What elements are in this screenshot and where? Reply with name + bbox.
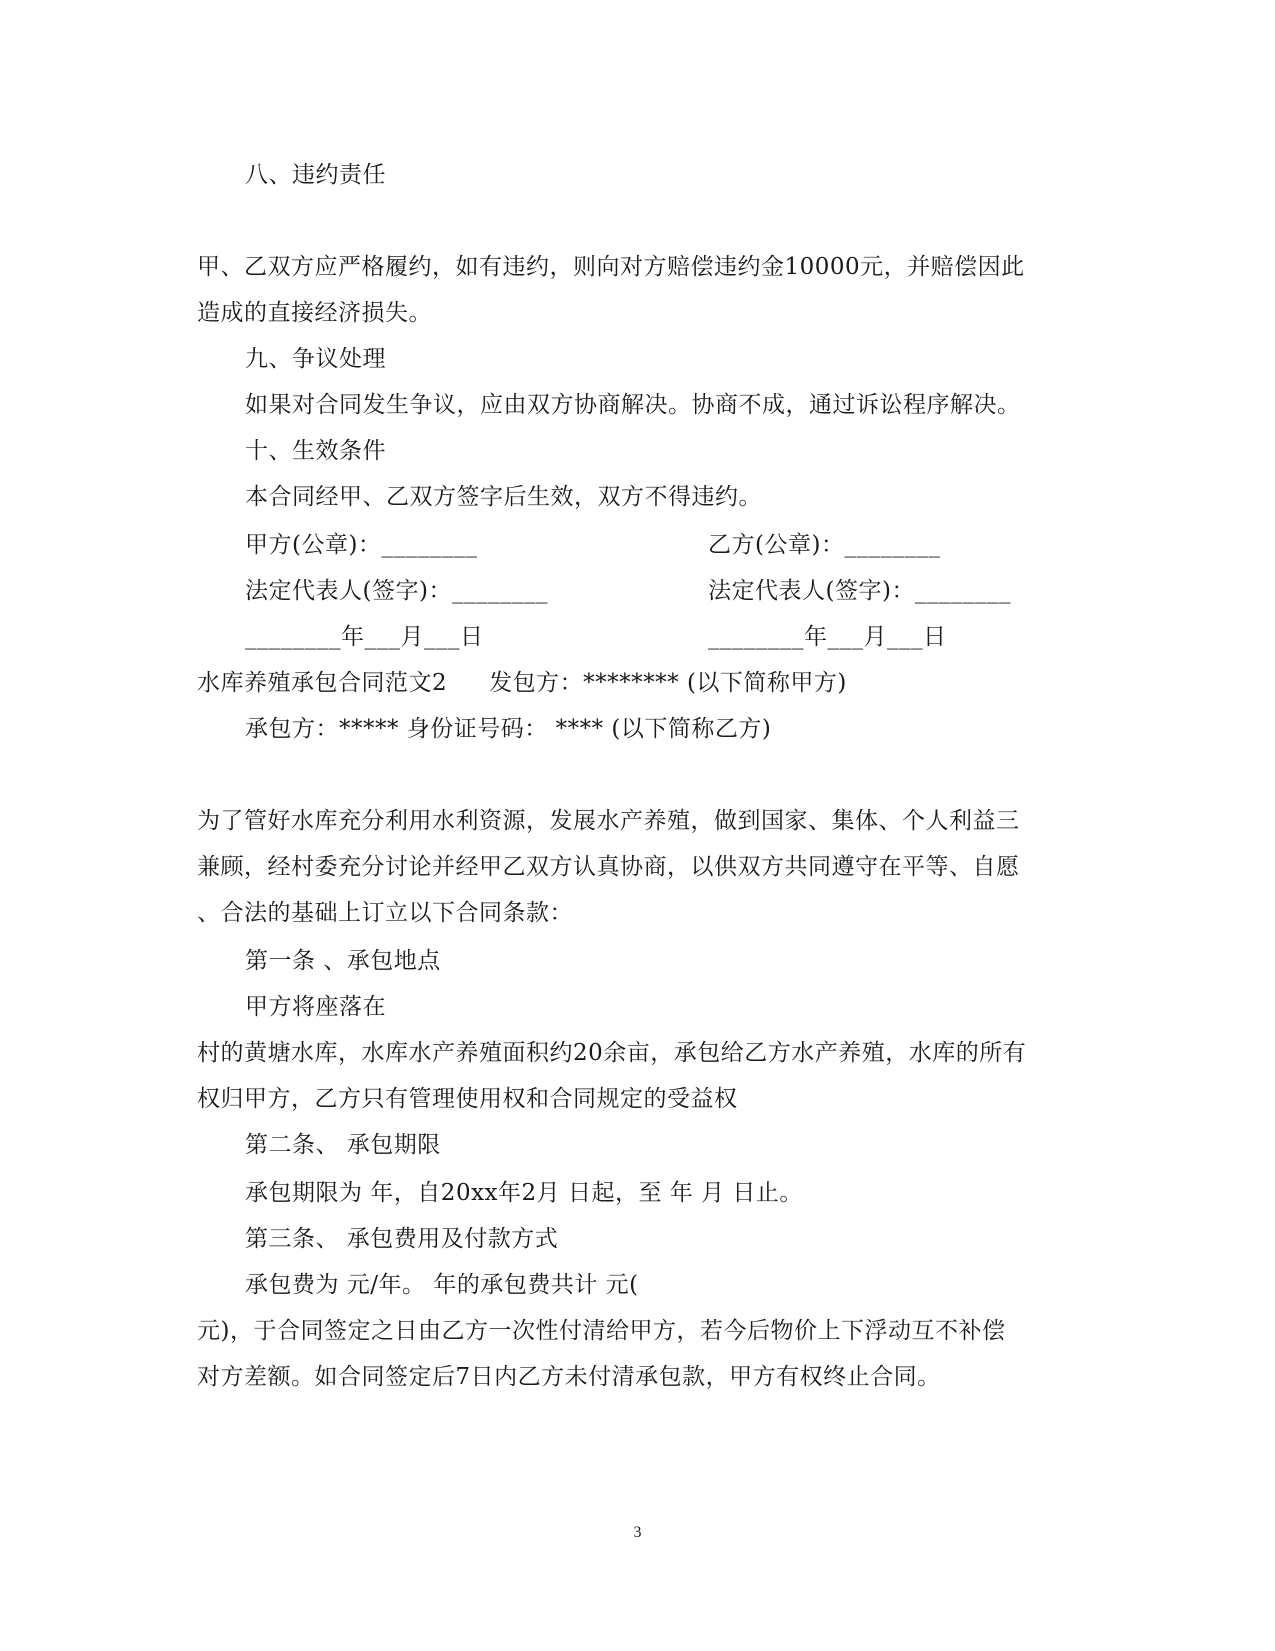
paragraph-line: 造成的直接经济损失。 xyxy=(197,300,432,326)
second-contract-heading-line xyxy=(197,668,847,698)
second-contract-title: 水库养殖承包合同范文2 xyxy=(197,670,448,696)
article-heading-term: 第二条、 承包期限 xyxy=(245,1132,441,1158)
paragraph-line: 为了管好水库充分利用水利资源，发展水产养殖，做到国家、集体、个人利益三 xyxy=(197,808,1020,834)
article-heading-fees: 第三条、 承包费用及付款方式 xyxy=(245,1226,559,1252)
section-heading-effect: 十、生效条件 xyxy=(245,438,386,464)
paragraph-line: 权归甲方，乙方只有管理使用权和合同规定的受益权 xyxy=(197,1086,738,1112)
party-a-seal-field: 甲方(公章)：________ xyxy=(245,532,478,558)
paragraph-line: 元)，于合同签定之日由乙方一次性付清给甲方，若今后物价上下浮动互不补偿 xyxy=(197,1318,1006,1344)
issuer-line: 发包方：******** (以下简称甲方) xyxy=(489,670,847,696)
party-b-representative-field: 法定代表人(签字)：________ xyxy=(708,578,1011,604)
paragraph-line: 村的黄塘水库，水库水产养殖面积约20余亩，承包给乙方水产养殖，水库的所有 xyxy=(197,1040,1027,1066)
paragraph-line: 承包期限为 年，自20xx年2月 日起，至 年 月 日止。 xyxy=(245,1180,803,1206)
paragraph-line: 、合法的基础上订立以下合同条款： xyxy=(197,900,573,926)
paragraph-line: 本合同经甲、乙双方签字后生效，双方不得违约。 xyxy=(245,484,762,510)
paragraph-line: 对方差额。如合同签定后7日内乙方未付清承包款，甲方有权终止合同。 xyxy=(197,1364,941,1390)
section-heading-breach: 八、违约责任 xyxy=(245,162,386,188)
paragraph-line: 兼顾，经村委充分讨论并经甲乙双方认真协商，以供双方共同遵守在平等、自愿 xyxy=(197,854,1020,880)
contractor-line: 承包方：***** 身份证号码： **** (以下简称乙方) xyxy=(245,716,772,742)
party-a-representative-field: 法定代表人(签字)：________ xyxy=(245,578,548,604)
paragraph-line: 承包费为 元/年。 年的承包费共计 元( xyxy=(245,1272,639,1298)
party-b-seal-field: 乙方(公章)：________ xyxy=(708,532,941,558)
page-number: 3 xyxy=(633,1524,642,1541)
section-heading-dispute: 九、争议处理 xyxy=(245,346,386,372)
party-a-date-field: ________年___月___日 xyxy=(245,624,484,650)
paragraph-line: 甲、乙双方应严格履约，如有违约，则向对方赔偿违约金10000元，并赔偿因此 xyxy=(197,254,1025,280)
paragraph-line: 甲方将座落在 xyxy=(245,994,386,1020)
article-heading-location: 第一条 、承包地点 xyxy=(245,948,441,974)
paragraph-line: 如果对合同发生争议，应由双方协商解决。协商不成，通过诉讼程序解决。 xyxy=(245,392,1021,418)
party-b-date-field: ________年___月___日 xyxy=(708,624,947,650)
